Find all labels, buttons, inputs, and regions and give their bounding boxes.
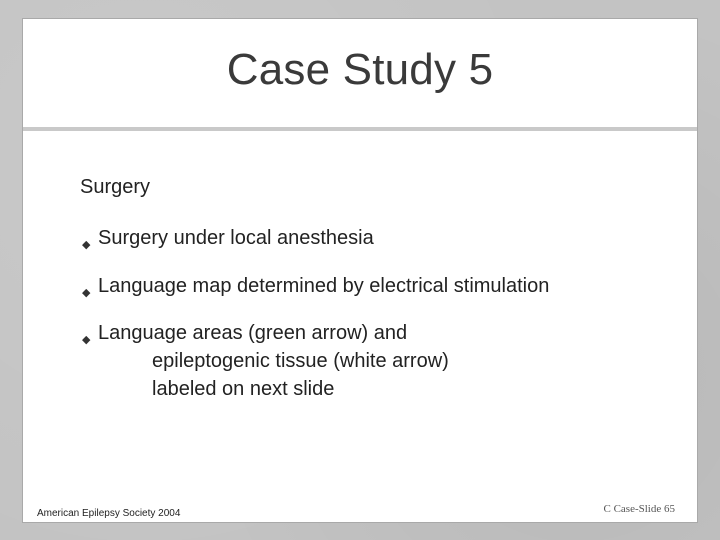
bullet-item	[82, 272, 550, 300]
bullet-text: Surgery under local anesthesia	[98, 227, 374, 249]
title-divider	[23, 127, 697, 131]
bullet-icon: ◆	[82, 334, 91, 346]
bullet-text: Language map determined by electrical stimulation	[98, 275, 550, 297]
bullet-item	[82, 319, 449, 403]
title-area	[23, 19, 697, 127]
bullet-line: labeled on next slide	[152, 378, 335, 400]
bullet-icon: ◆	[82, 287, 91, 299]
slide	[22, 18, 698, 523]
bullet-line: epileptogenic tissue (white arrow)	[152, 350, 449, 372]
bullet-icon: ◆	[82, 239, 91, 251]
slide-title: Case Study 5	[226, 45, 494, 94]
bullet-item	[82, 224, 374, 252]
slide-number: C Case-Slide 65	[603, 503, 675, 515]
bullet-line: Language areas (green arrow) and	[98, 322, 408, 344]
footer-credit: American Epilepsy Society 2004	[37, 508, 181, 519]
section-heading: Surgery	[80, 176, 151, 198]
bullet-text	[98, 319, 449, 403]
